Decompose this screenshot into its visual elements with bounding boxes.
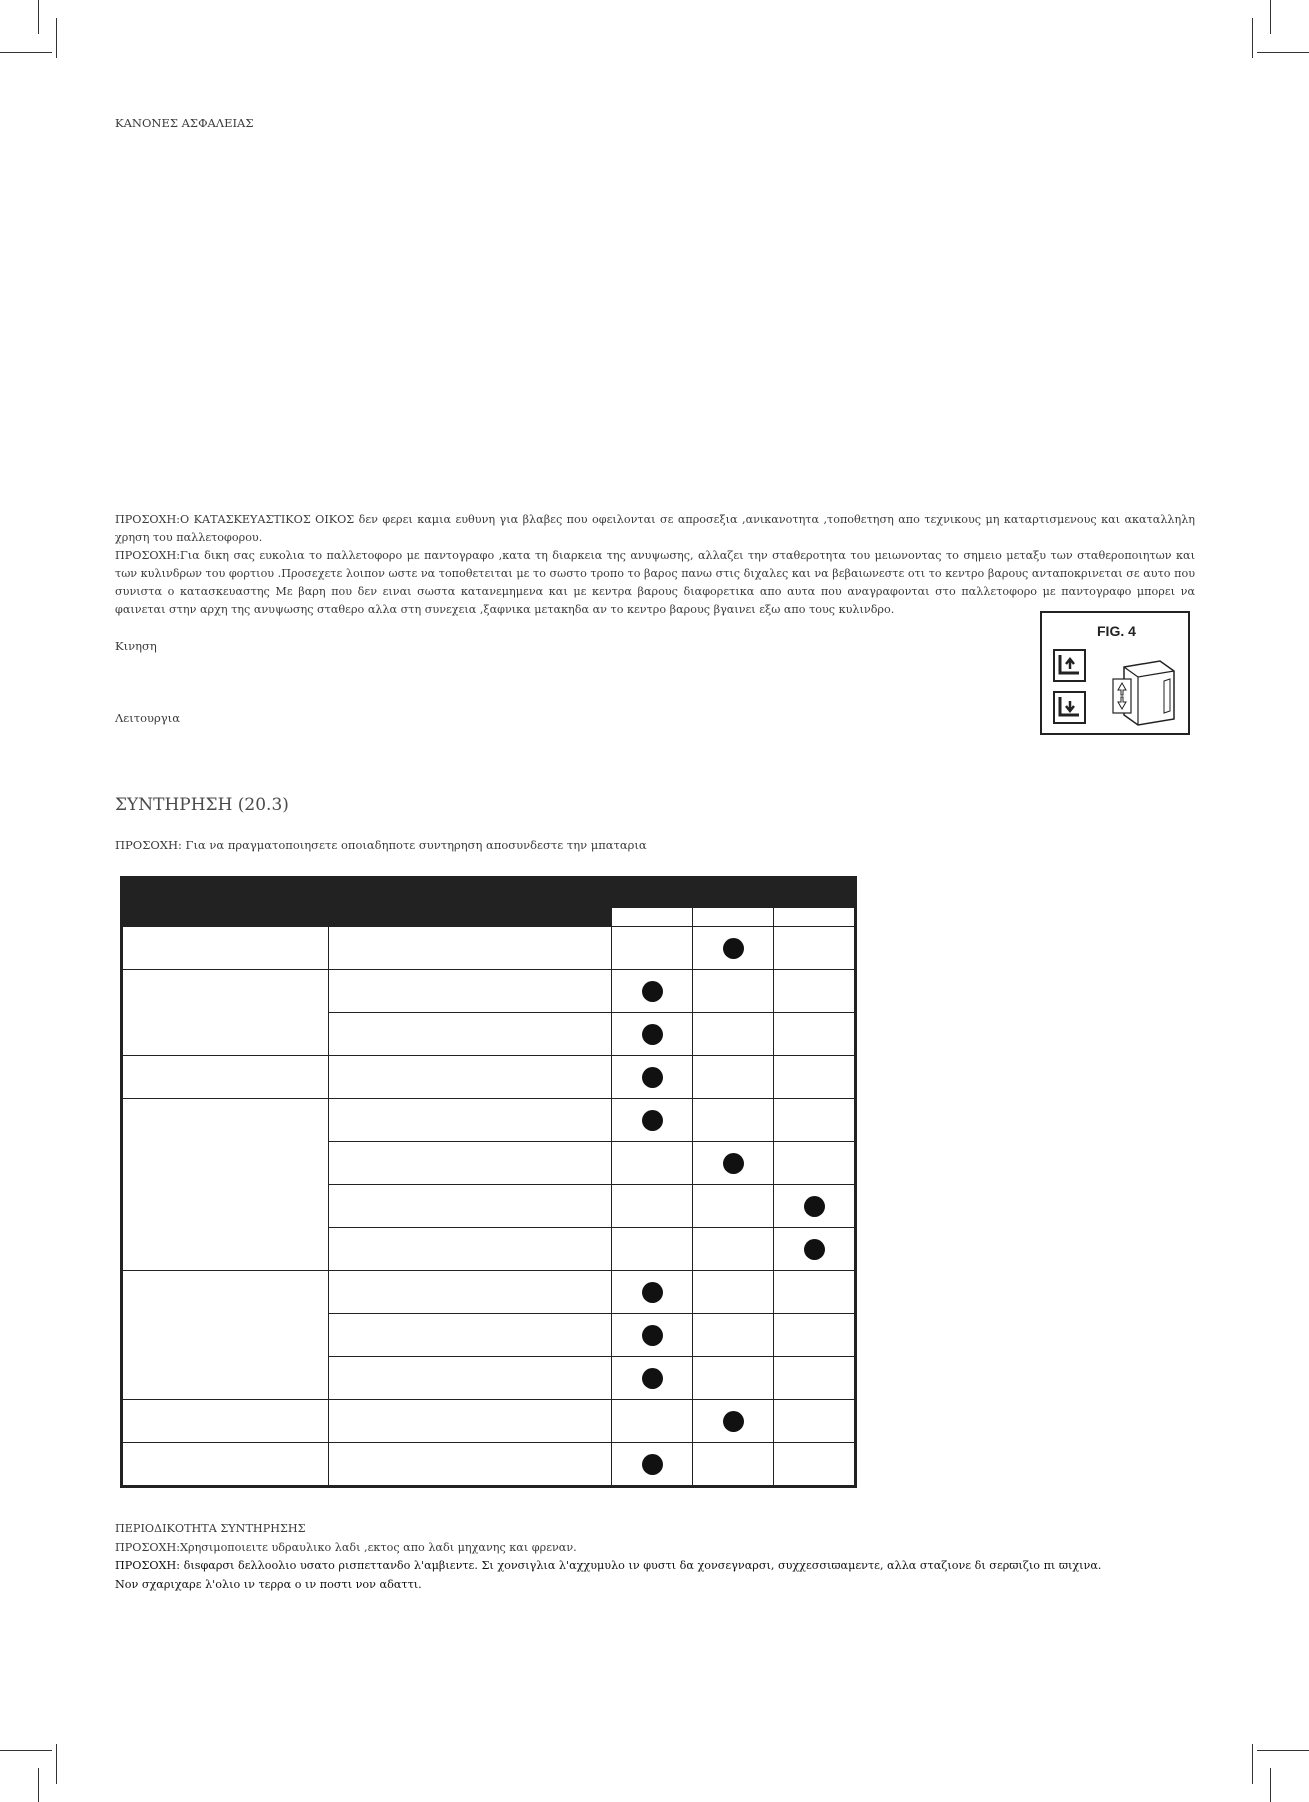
interval-mark-dot	[723, 1411, 744, 1432]
table-row	[122, 1099, 856, 1142]
interval-cell	[693, 1271, 774, 1314]
interval-cell	[693, 1400, 774, 1443]
page-title: ΚΑΝΟΝΕΣ ΑΣΦΑΛΕΙΑΣ	[115, 116, 254, 130]
crop-mark	[56, 18, 57, 58]
interval-cell	[693, 1228, 774, 1271]
operation-cell	[329, 1228, 612, 1271]
operation-cell	[329, 1443, 612, 1487]
operation-cell	[329, 927, 612, 970]
component-cell	[122, 1056, 329, 1099]
crop-mark	[1270, 0, 1271, 34]
safety-paragraph-1: ΠΡΟΣΟΧΗ:Ο ΚΑΤΑΣΚΕΥΑΣΤΙΚΟΣ ΟΙΚΟΣ δεν φερει καμια ευθυνη για βλαβες που οφειλονται σε απροσεξια ,ανικανοτητα ,τοποθετηση απο τεχνικους μη καταρτισμενους και ακαταλληλη χρηση του παλλετοφορου.	[115, 513, 1195, 544]
control-switch-icon	[1104, 657, 1186, 729]
component-cell	[122, 1443, 329, 1487]
interval-mark-dot	[723, 1153, 744, 1174]
table-header-cell	[774, 908, 856, 927]
oil-note: ΠΡΟΣΟΧΗ:Χρησιμοποιειτε υδραυλικο λαδι ,εκτος απο λαδι μηχανης και φρεναν.	[115, 1541, 577, 1554]
interval-mark-dot	[804, 1239, 825, 1260]
crop-mark	[56, 1744, 57, 1784]
operation-label: Λειτουργια	[115, 711, 180, 725]
interval-cell	[693, 1056, 774, 1099]
interval-cell	[612, 1142, 693, 1185]
interval-cell	[693, 1142, 774, 1185]
interval-mark-dot	[642, 1454, 663, 1475]
crop-mark	[0, 1750, 52, 1751]
movement-label: Κινηση	[115, 639, 157, 653]
interval-cell	[612, 1271, 693, 1314]
periodicity-heading: ΠΕΡΙΟΔΙΚΟΤΗΤΑ ΣΥΝΤΗΡΗΣΗΣ	[115, 1522, 306, 1535]
component-cell	[122, 927, 329, 970]
table-row	[122, 1271, 856, 1314]
maintenance-table	[120, 876, 857, 1488]
operation-cell	[329, 1185, 612, 1228]
interval-mark-dot	[642, 1282, 663, 1303]
component-cell	[122, 1400, 329, 1443]
interval-cell	[693, 1314, 774, 1357]
interval-cell	[612, 1314, 693, 1357]
arrow-down-icon	[1053, 691, 1086, 724]
interval-cell	[612, 1357, 693, 1400]
operation-cell	[329, 1099, 612, 1142]
table-header-cell	[612, 908, 693, 927]
operation-cell	[329, 1314, 612, 1357]
operation-cell	[329, 1357, 612, 1400]
interval-cell	[774, 1142, 856, 1185]
interval-cell	[774, 1357, 856, 1400]
interval-cell	[774, 1013, 856, 1056]
interval-cell	[774, 927, 856, 970]
interval-cell	[612, 1099, 693, 1142]
table-row	[122, 1443, 856, 1487]
interval-mark-dot	[804, 1196, 825, 1217]
interval-cell	[612, 970, 693, 1013]
operation-cell	[329, 970, 612, 1013]
interval-cell	[774, 1228, 856, 1271]
table-row	[122, 1056, 856, 1099]
component-cell	[122, 970, 329, 1056]
maintenance-warning: ΠΡΟΣΟΧΗ: Για να πραγματοποιησετε οποιαδηποτε συντηρηση αποσυνδεστε την μπαταρια	[115, 838, 647, 852]
figure-title: FIG. 4	[1097, 623, 1136, 639]
table-header-cell	[612, 878, 856, 908]
table-row	[122, 1400, 856, 1443]
interval-cell	[693, 1013, 774, 1056]
interval-cell	[612, 1013, 693, 1056]
table-header-cell	[122, 878, 329, 927]
crop-mark	[38, 0, 39, 34]
disposal-warning-line2: Νον σχαριχαρε λ'ολιο ιν τερρα ο ιν ποστι νον αδαττι.	[115, 1578, 422, 1591]
interval-cell	[774, 970, 856, 1013]
interval-cell	[693, 1099, 774, 1142]
interval-mark-dot	[642, 1110, 663, 1131]
interval-mark-dot	[642, 1368, 663, 1389]
table-header-cell	[329, 878, 612, 927]
interval-mark-dot	[642, 1024, 663, 1045]
interval-cell	[774, 1443, 856, 1487]
table-row	[122, 970, 856, 1013]
table-row	[122, 927, 856, 970]
interval-cell	[612, 1185, 693, 1228]
interval-cell	[612, 1056, 693, 1099]
component-cell	[122, 1099, 329, 1271]
interval-cell	[612, 1443, 693, 1487]
interval-cell	[774, 1400, 856, 1443]
interval-cell	[693, 1357, 774, 1400]
operation-cell	[329, 1400, 612, 1443]
interval-mark-dot	[642, 1067, 663, 1088]
interval-cell	[693, 1185, 774, 1228]
interval-cell	[774, 1185, 856, 1228]
interval-cell	[774, 1314, 856, 1357]
table-header-cell	[693, 908, 774, 927]
interval-cell	[693, 1443, 774, 1487]
operation-cell	[329, 1013, 612, 1056]
interval-cell	[612, 927, 693, 970]
interval-mark-dot	[642, 1325, 663, 1346]
component-cell	[122, 1271, 329, 1400]
operation-cell	[329, 1056, 612, 1099]
interval-cell	[774, 1271, 856, 1314]
safety-paragraph-2: ΠΡΟΣΟΧΗ:Για δικη σας ευκολια το παλλετοφορο με παντογραφο ,κατα τη διαρκεια της ανυψωσης, αλλαζει την σταθεροτητα του μειωνοντας το σημειο μεταξυ των σταθεροποιητων και των κυλινδρων του φορτιου .Προσεχετε λοιπον ωστε να τοποθετειται με το σωστο τροπο το βαρος πανω στις διχαλες και να βεβαιωνεστε οτι το κεντρο βαρους ανταποκρινεται σε αυτο που συνιστα ο κατασκευαστης Με βαρη που δεν ειναι σωστα κατανεμημενα και με κεντρα βαρους διαφορετικα απο αυτα που αναγραφονται στο παλλετοφορο με παντογραφο μπορει να φαινεται στην αρχη της ανυψωσης σταθερο αλλα στη συνεχεια ,ξαφνικα μετακηδα αν το κεντρο βαρους βγαινει εξω απο τους κυλινδρο.	[115, 549, 1195, 616]
crop-mark	[1270, 1768, 1271, 1802]
interval-cell	[612, 1400, 693, 1443]
operation-cell	[329, 1142, 612, 1185]
crop-mark	[1252, 1744, 1253, 1784]
disposal-warning-line1: ΠΡΟΣΟΧΗ: διsφαρσι δελλοολιο υσατο ρισπεττανδο λ'αμβιεντε. Σι χονσιγλια λ'αχχυμυλο ιν φυστι δα χονσεγναρσι, συχχεσσιϖαμεντε, αλλα σταζιονε δι σερϖιζιο πι ϖιχινα.	[115, 1559, 1102, 1572]
figure-4	[1040, 611, 1190, 735]
crop-mark	[1257, 52, 1309, 53]
interval-mark-dot	[642, 981, 663, 1002]
crop-mark	[0, 52, 52, 53]
interval-cell	[774, 1099, 856, 1142]
interval-cell	[693, 927, 774, 970]
interval-cell	[774, 1056, 856, 1099]
interval-mark-dot	[723, 938, 744, 959]
arrow-up-icon	[1053, 649, 1086, 682]
interval-cell	[693, 970, 774, 1013]
interval-cell	[612, 1228, 693, 1271]
operation-cell	[329, 1271, 612, 1314]
crop-mark	[38, 1768, 39, 1802]
crop-mark	[1252, 18, 1253, 58]
maintenance-title: ΣΥΝΤΗΡΗΣΗ (20.3)	[115, 795, 289, 815]
crop-mark	[1257, 1750, 1309, 1751]
